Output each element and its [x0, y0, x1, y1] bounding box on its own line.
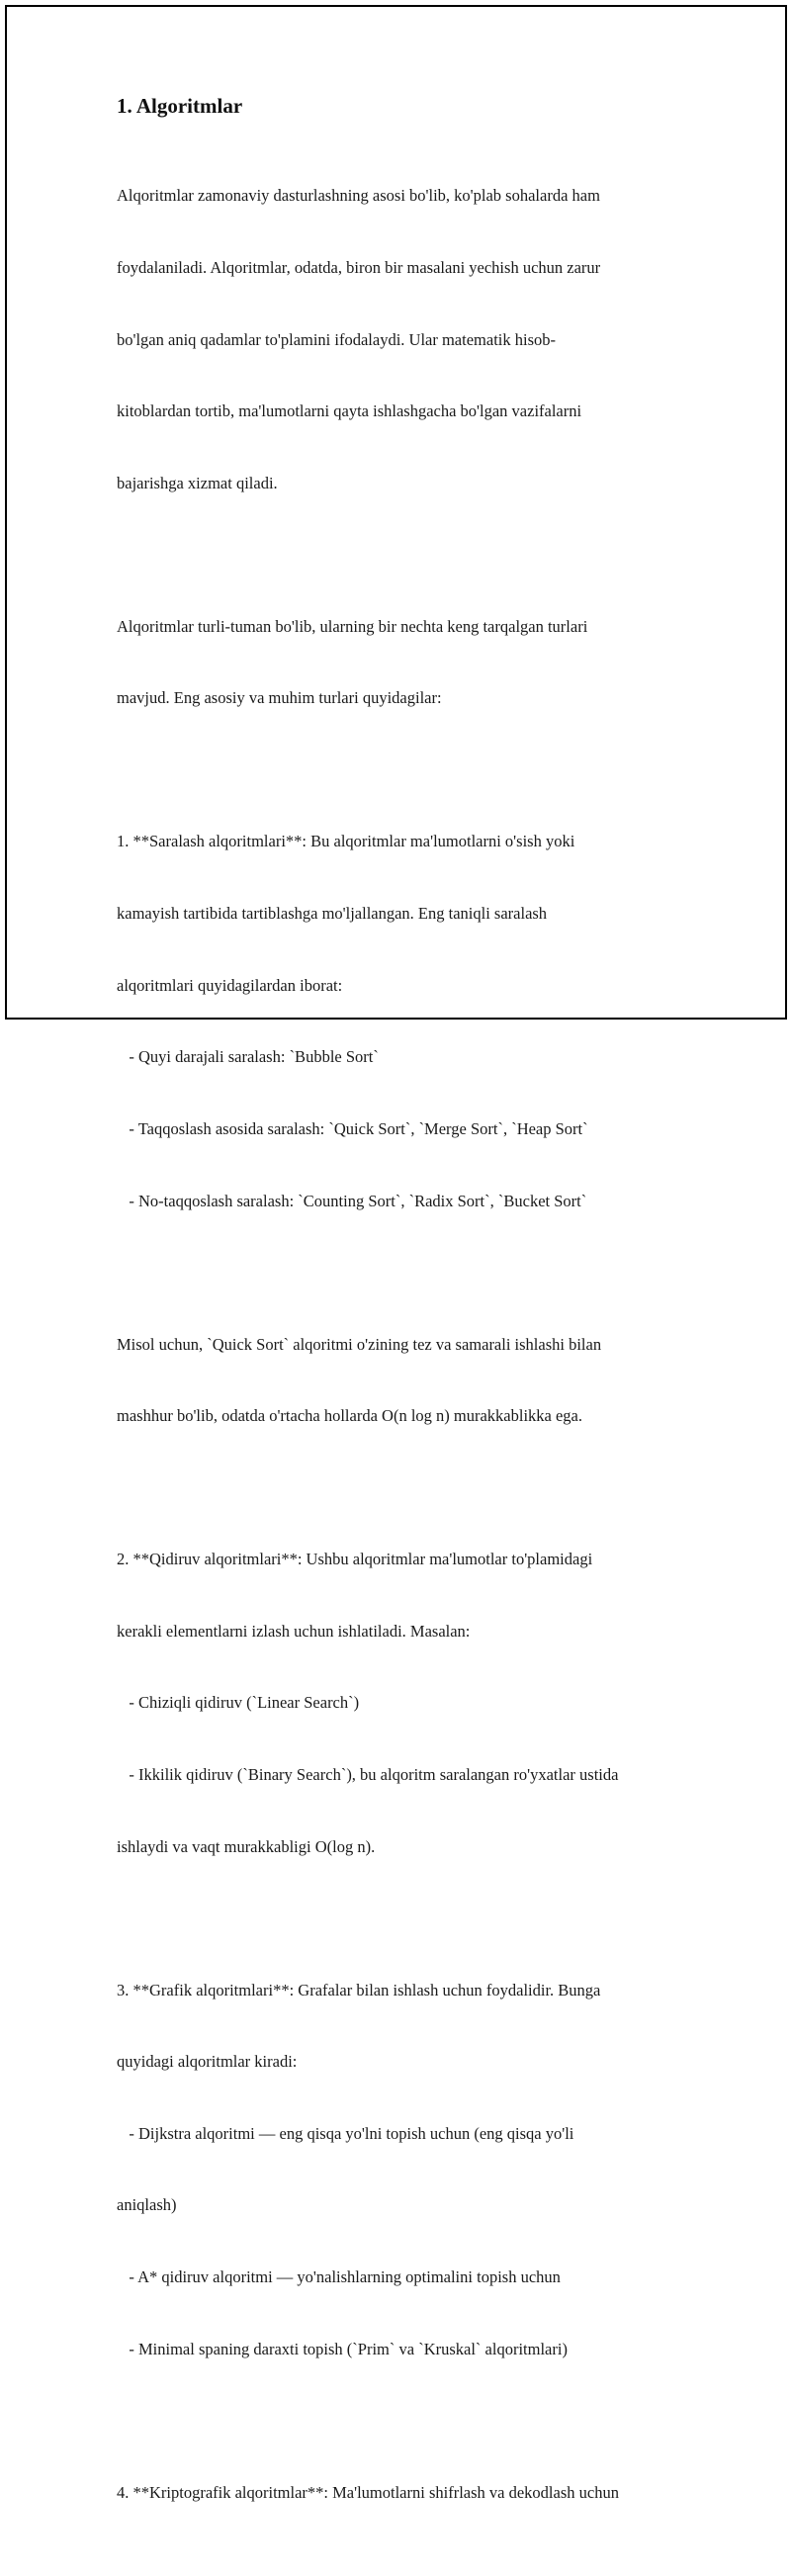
- text-line: quyidagi alqoritmlar kiradi:: [117, 2052, 298, 2072]
- text-line: kitoblardan tortib, ma'lumotlarni qayta ishlashgacha bo'lgan vazifalarni: [117, 401, 582, 421]
- text-line: Misol uchun, `Quick Sort` alqoritmi o'zining tez va samarali ishlashi bilan: [117, 1334, 602, 1354]
- paragraph-search: [117, 1500, 690, 1907]
- text-line: 3. **Grafik alqoritmlari**: Grafalar bilan ishlash uchun foydalidir. Bunga: [117, 1980, 601, 1999]
- paragraph-quicksort-example: [117, 1285, 690, 1476]
- paragraph-crypto: [117, 2433, 690, 2552]
- list-item: - Quyi darajali saralash: `Bubble Sort`: [117, 1047, 379, 1067]
- list-item: - Ikkilik qidiruv (`Binary Search`), bu alqoritm saralangan ro'yxatlar ustida: [117, 1765, 619, 1784]
- text-line: bo'lgan aniq qadamlar to'plamini ifodalaydi. Ular matematik hisob-: [117, 329, 556, 349]
- text-line: Alqoritmlar zamonaviy dasturlashning asosi bo'lib, ko'plab sohalarda ham: [117, 186, 600, 206]
- document-body: [117, 91, 690, 2576]
- paragraph-graph: [117, 1930, 690, 2409]
- paragraph-sorting: [117, 782, 690, 1261]
- text-line: mavjud. Eng asosiy va muhim turlari quyidagilar:: [117, 688, 442, 708]
- text-line: alqoritmlari quyidagilardan iborat:: [117, 975, 343, 995]
- text-line: 1. **Saralash alqoritmlari**: Bu alqoritmlar ma'lumotlarni o'sish yoki: [117, 832, 575, 851]
- text-line: Alqoritmlar turli-tuman bo'lib, ularning bir nechta keng tarqalgan turlari: [117, 616, 588, 636]
- page-title: 1. Algoritmlar: [117, 94, 243, 118]
- list-item: - Dijkstra alqoritmi — eng qisqa yo'lni topish uchun (eng qisqa yo'li: [117, 2123, 574, 2143]
- paragraph-types-intro: [117, 567, 690, 758]
- text-line: aniqlash): [117, 2195, 177, 2215]
- text-line: ishlaydi va vaqt murakkabligi O(log n).: [117, 1836, 376, 1856]
- list-item: - Taqqoslash asosida saralash: `Quick Sort`, `Merge Sort`, `Heap Sort`: [117, 1118, 588, 1138]
- list-item: - A* qidiruv alqoritmi — yo'nalishlarning optimalini topish uchun: [117, 2267, 561, 2287]
- text-line: kamayish tartibida tartiblashga mo'ljallangan. Eng taniqli saralash: [117, 904, 548, 924]
- paragraph-intro: [117, 136, 690, 543]
- text-line: 4. **Kriptografik alqoritmlar**: Ma'lumotlarni shifrlash va dekodlash uchun: [117, 2482, 619, 2502]
- list-item: - No-taqqoslash saralash: `Counting Sort`, `Radix Sort`, `Bucket Sort`: [117, 1191, 587, 1210]
- text-line: 2. **Qidiruv alqoritmlari**: Ushbu alqoritmlar ma'lumotlar to'plamidagi: [117, 1550, 593, 1569]
- list-item: - Minimal spaning daraxti topish (`Prim` va `Kruskal` alqoritmlari): [117, 2339, 568, 2358]
- list-item: - Chiziqli qidiruv (`Linear Search`): [117, 1693, 360, 1713]
- text-line: bajarishga xizmat qiladi.: [117, 473, 278, 492]
- text-line: mashhur bo'lib, odatda o'rtacha hollarda O(n log n) murakkablikka ega.: [117, 1406, 583, 1426]
- text-line: foydalaniladi. Alqoritmlar, odatda, biron bir masalani yechish uchun zarur: [117, 258, 601, 278]
- text-line: kerakli elementlarni izlash uchun ishlatiladi. Masalan:: [117, 1621, 471, 1641]
